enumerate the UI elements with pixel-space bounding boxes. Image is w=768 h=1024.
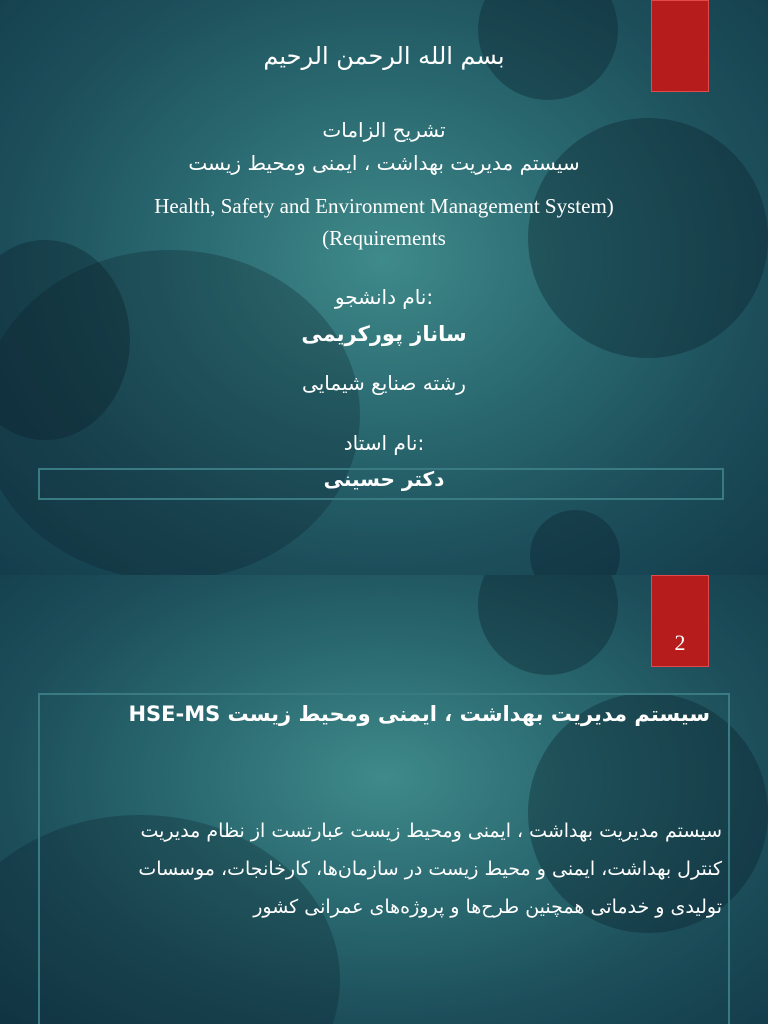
english-title-line-1: Health, Safety and Environment Management System) <box>154 194 614 218</box>
page-number-tab <box>651 575 709 667</box>
student-name: ساناز پورکریمی <box>301 322 467 346</box>
field-of-study: رشته صنایع شیمایی <box>302 371 466 395</box>
slide-2 <box>0 575 768 1024</box>
professor-name: دکتر حسینی <box>323 467 445 491</box>
slide-2-body <box>42 812 722 926</box>
body-line: تولیدی و خدماتی همچنین طرح‌ها و پروژه‌های عمرانی کشور <box>253 896 722 918</box>
slide-2-title: سیستم مدیریت بهداشت ، ایمنی ومحیط زیست HSE-MS <box>128 702 710 726</box>
body-line: سیستم مدیریت بهداشت ، ایمنی ومحیط زیست عبارتست از نظام مدیریت <box>140 820 722 842</box>
decor-bubble <box>478 575 618 675</box>
english-title-line-2: (Requirements <box>322 226 446 250</box>
page-number: 2 <box>674 630 686 655</box>
student-label: نام دانشجو: <box>334 285 434 309</box>
heading-line-2: سیستم مدیریت بهداشت ، ایمنی ومحیط زیست <box>188 151 580 175</box>
heading-line-1: تشریح الزامات <box>322 118 446 142</box>
professor-label: نام استاد: <box>343 431 425 455</box>
body-line: کنترل بهداشت، ایمنی و محیط زیست در سازمان‌ها، کارخانجات، موسسات <box>138 858 722 880</box>
decor-bubble <box>530 510 620 575</box>
bismillah-text: بسم الله الرحمن الرحیم <box>263 42 505 70</box>
